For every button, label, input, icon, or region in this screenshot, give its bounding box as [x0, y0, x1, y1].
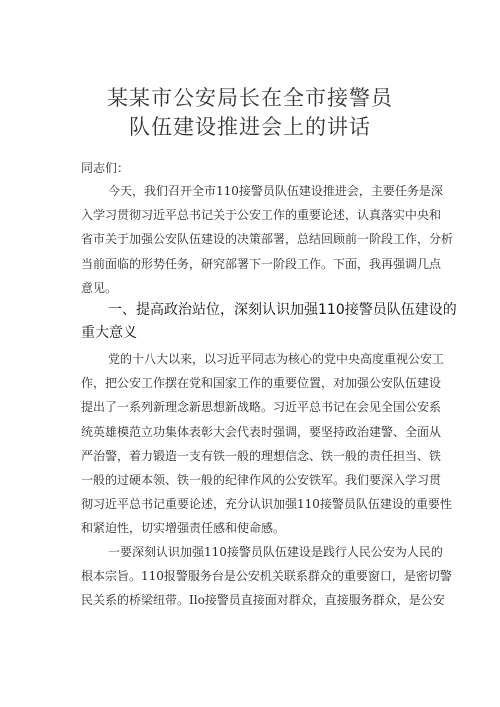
paragraph-line: 彻习近平总书记重要论述，充分认识加强110接警员队伍建设的重要性 — [81, 497, 452, 511]
section-heading-line: 重大意义 — [81, 325, 137, 341]
paragraph-line: 和紧迫性，切实增强责任感和使命感。 — [81, 521, 286, 535]
document-title-line-2: 队伍建设推进会上的讲话 — [129, 115, 371, 139]
paragraph-line: 民关系的桥梁纽带。Ilo接警员直接面对群众，直接服务群众，是公安 — [81, 593, 445, 607]
paragraph-line: 提出了一系列新理念新思想新战略。习近平总书记在会见全国公安系 — [81, 400, 442, 414]
document-title-line-1: 某某市公安局长在全市接警员 — [107, 86, 393, 110]
salutation: 同志们： — [81, 161, 130, 175]
section-heading-line: 一、提高政治站位，深刻认识加强110接警员队伍建设的 — [108, 302, 457, 318]
paragraph-line: 省市关于加强公安队伍建设的决策部署，总结回顾前一阶段工作，分析 — [81, 232, 454, 246]
paragraph-line: 根本宗旨。110报警服务台是公安机关联系群众的重要窗口，是密切警 — [81, 569, 452, 583]
paragraph-line: 今天，我们召开全市110接警员队伍建设推进会，主要任务是深 — [108, 184, 443, 198]
paragraph-line: 党的十八大以来，以习近平同志为核心的党中央高度重视公安工 — [108, 352, 445, 366]
paragraph-line: 统英雄模范立功集体表彰大会代表时强调，要坚持政治建警、全面从 — [81, 425, 442, 439]
paragraph-line: 入学习贯彻习近平总书记关于公安工作的重要论述，认真落实中央和 — [81, 208, 442, 222]
paragraph-line: 意见。 — [81, 281, 118, 295]
paragraph-line: 作，把公安工作摆在党和国家工作的重要位置，对加强公安队伍建设 — [81, 376, 442, 390]
paragraph-line: 一要深刻认识加强110接警员队伍建设是践行人民公安为人民的 — [108, 545, 443, 559]
paragraph-line: 一般的过硬本领、铁一般的纪律作风的公安铁军。我们要深入学习贯 — [81, 473, 442, 487]
paragraph-line: 当前面临的形势任务，研究部署下一阶段工作。下面，我再强调几点 — [81, 257, 442, 271]
paragraph-line: 严治警，着力锻造一支有铁一般的理想信念、铁一般的责任担当、铁 — [81, 449, 442, 463]
